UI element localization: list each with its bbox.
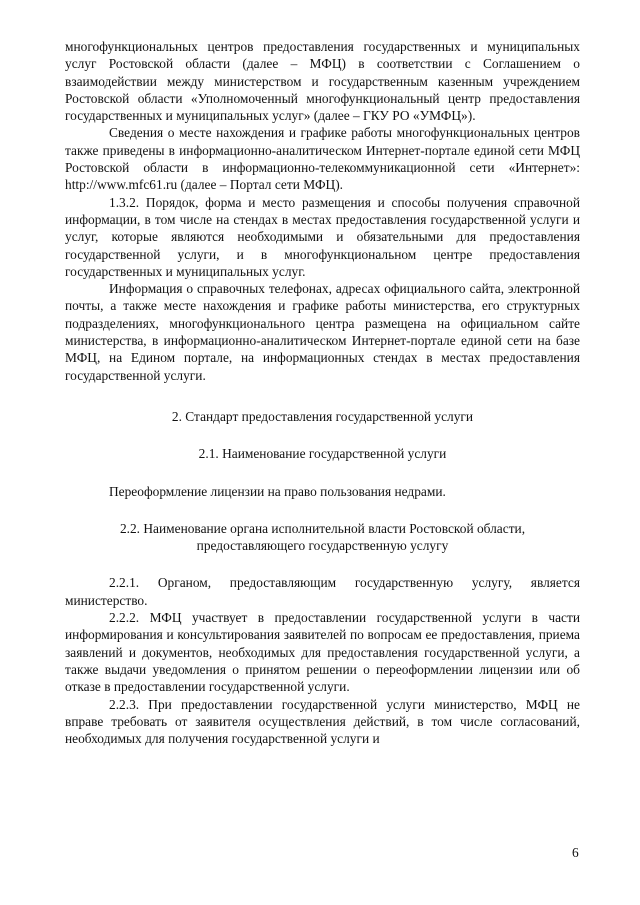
section-heading-2-2-line1: 2.2. Наименование органа исполнительной власти Ростовской области, xyxy=(119,520,526,536)
paragraph-reference-info: Информация о справочных телефонах, адресах официального сайта, электронной почты, а также месте нахождения и графике работы министерства, его структурных подразделениях, многофункционального центра размещена на официальном сайте министерства, в информационно-аналитическом Интернет-портале единой сети на базе МФЦ, на Едином портале, на информационных стендах в местах предоставления государственной услуги. xyxy=(65,281,580,383)
section-heading-2-2-line2: предоставляющего государственную услугу xyxy=(196,538,449,554)
spacer xyxy=(65,554,580,574)
paragraph-1-3-2: 1.3.2. Порядок, форма и место размещения и способы получения справочной информации, в том числе на стендах в местах предоставления государственной услуги и услуг, которые являются необходимыми и обязательными для предоставления государственной услуги, и в многофункциональном центре предоставления государственных и муниципальных услуг. xyxy=(65,194,580,279)
paragraph-2-2-1: 2.2.1. Органом, предоставляющим государственную услугу, является министерство. xyxy=(65,575,580,608)
paragraph-2-2-2: 2.2.2. МФЦ участвует в предоставлении государственной услуги в части информирования и консультирования заявителей по вопросам ее предоставления, приема заявлений и документов, необходимых для предоставления государственной услуги, а также выдачи уведомления о принятом решении о переоформлении лицензии или об отказе в предоставлении государственной услуги. xyxy=(65,610,580,695)
paragraph-2-2-3: 2.2.3. При предоставлении государственной услуги министерство, МФЦ не вправе требовать от заявителя осуществления действий, в том числе согласований, необходимых для получения государственной услуги и xyxy=(65,696,580,747)
section-heading-2: 2. Стандарт предоставления государственной услуги xyxy=(171,408,474,424)
spacer xyxy=(65,384,580,408)
spacer xyxy=(65,500,580,520)
paragraph-mfc-location: Сведения о месте нахождения и графике работы многофункциональных центров также приведены в информационно-аналитическом Интернет-портале единой сети МФЦ Ростовской области в информационно-телекоммуникационной сети «Интернет»: http://www.mfc61.ru (далее – Портал сети МФЦ). xyxy=(65,125,580,193)
page-number: 6 xyxy=(572,845,579,860)
document-page xyxy=(65,38,580,747)
paragraph-mfc-agreement: многофункциональных центров предоставления государственных и муниципальных услуг Ростовской области (далее – МФЦ) в соответствии с Соглашением о взаимодействии между министерством и государственным казенным учреждением Ростовской области «Уполномоченный многофункциональный центр предоставления государственных и муниципальных услуг» (далее – ГКУ РО «УМФЦ»). xyxy=(65,39,580,124)
spacer xyxy=(65,425,580,445)
service-name-text: Переоформление лицензии на право пользования недрами. xyxy=(109,483,446,499)
spacer xyxy=(65,463,580,483)
section-heading-2-1: 2.1. Наименование государственной услуги xyxy=(198,446,447,462)
